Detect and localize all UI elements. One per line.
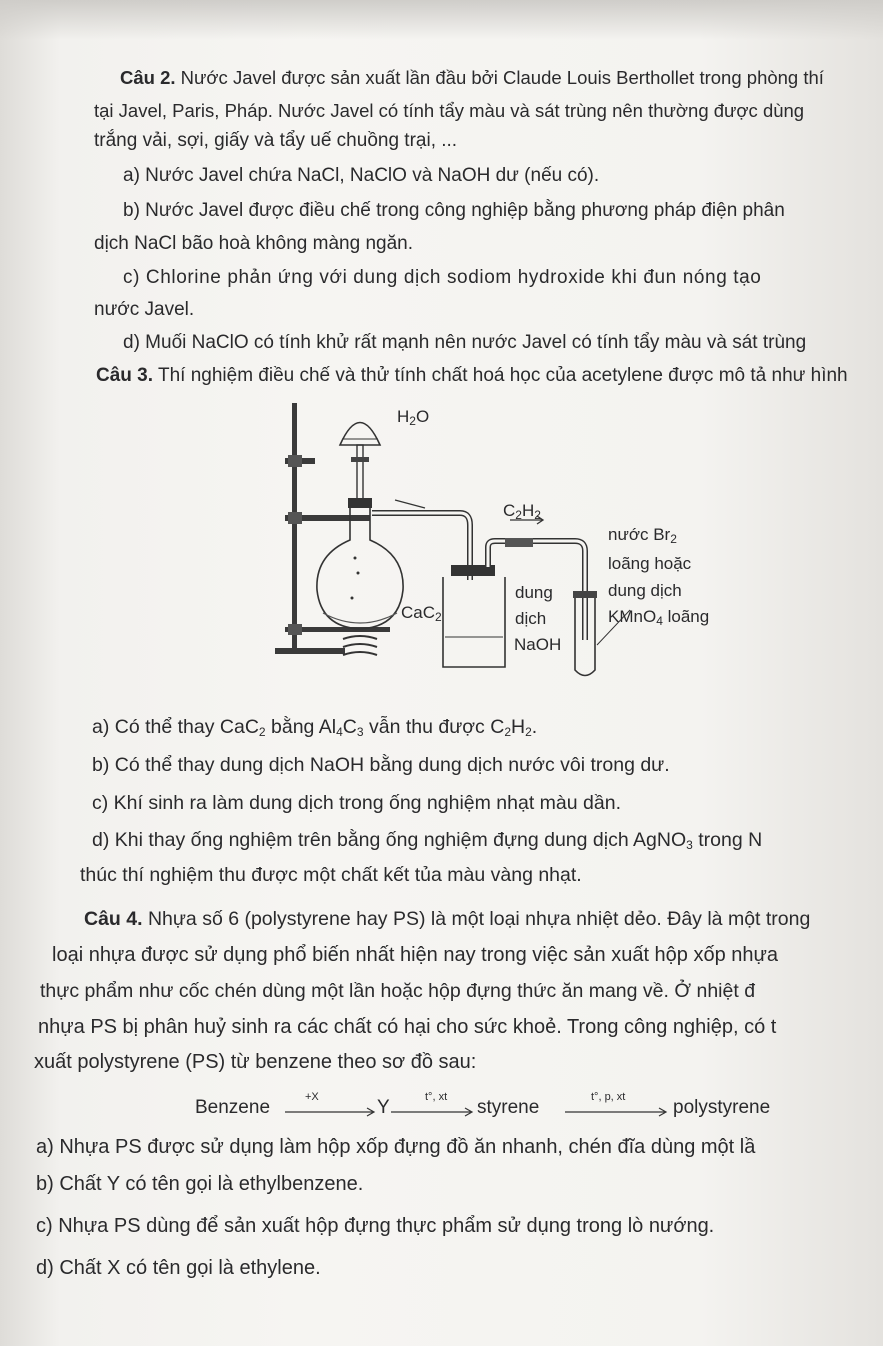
q3-line (96, 364, 848, 388)
burner-coils (343, 636, 377, 655)
label-br-2: loãng hoặc (608, 554, 692, 573)
q3-option-c: c) Khí sinh ra làm dung dịch trong ống nghiệm nhạt màu dần. (92, 792, 621, 814)
q4-line-4: nhựa PS bị phân huỷ sinh ra các chất có hại cho sức khoẻ. Trong công nghiệp, có t (38, 1016, 777, 1038)
q4-option-d: d) Chất X có tên gọi là ethylene. (36, 1257, 321, 1279)
q3-text: Thí nghiệm điều chế và thử tính chất hoá học của acetylene được mô tả như hình (157, 365, 848, 386)
label-naoh-3: NaOH (514, 635, 562, 654)
q2-option-b-1: b) Nước Javel được điều chế trong công nghiệp bằng phương pháp điện phân (123, 200, 785, 221)
tube-connector (505, 538, 533, 547)
funnel-bulb (340, 423, 380, 446)
q4-line-5: xuất polystyrene (PS) từ benzene theo sơ đồ sau: (34, 1051, 477, 1073)
q4-option-c: c) Nhựa PS dùng để sản xuất hộp đựng thực phẩm sử dụng trong lò nướng. (36, 1215, 715, 1237)
q3-option-b: b) Có thể thay dung dịch NaOH bằng dung dịch nước vôi trong dư. (92, 754, 670, 776)
q4-text-1: Nhựa số 6 (polystyrene hay PS) là một loại nhựa nhiệt dẻo. Đây là một trong (147, 908, 811, 930)
q4-title: Câu 4. (84, 908, 143, 930)
q4-line-3: thực phẩm như cốc chén dùng một lần hoặc hộp đựng thức ăn mang về. Ở nhiệt đ (40, 980, 756, 1002)
label-cac2: CaC$_2$ (401, 603, 442, 624)
q2-option-b-2: dịch NaCl bão hoà không màng ngăn. (94, 233, 414, 254)
label-br-4: KMnO$_4$ loãng (608, 607, 710, 628)
flow-arrow-1 (395, 500, 425, 508)
label-h2o: $H_2O$ (397, 407, 430, 428)
funnel-stopcock (351, 457, 369, 462)
q2-line-3: trắng vải, sợi, giấy và tẩy uế chuồng trại, ... (94, 130, 458, 151)
label-naoh-1: dung (515, 583, 553, 602)
label-c2h2: $C_2H_2$ (503, 501, 541, 522)
flask-stopper (348, 498, 372, 508)
label-br-1: nước $Br_2$ (608, 525, 677, 546)
test-tube-holder (573, 591, 597, 598)
scheme-styrene: styrene (477, 1097, 540, 1118)
q2-line-1 (120, 66, 824, 90)
q2-option-a: a) Nước Javel chứa NaCl, NaClO và NaOH dư (nếu có). (123, 165, 600, 186)
clamp-knob-3 (288, 624, 302, 635)
reaction-scheme (195, 1091, 815, 1125)
q2-option-c-1: c) Chlorine phản ứng với dung dịch sodiom hydroxide khi đun nóng tạo (123, 267, 762, 288)
q4-option-b: b) Chất Y có tên gọi là ethylbenzene. (36, 1173, 364, 1195)
clamp-knob-2 (288, 512, 302, 524)
q3-option-d-2: thúc thí nghiệm thu được một chất kết tủa màu vàng nhạt. (80, 864, 582, 886)
clamp-knob-1 (288, 455, 302, 467)
q4-line-1 (84, 907, 810, 931)
round-flask (317, 508, 403, 629)
q3-title: Câu 3. (96, 365, 154, 386)
scheme-arrows (195, 1091, 815, 1125)
arrow-1 (285, 1108, 374, 1116)
arrow-3 (565, 1108, 666, 1116)
q3-option-a: a) Có thể thay CaC$_2$ bằng $Al_4C_3$ vẫn thu được $C_2H_2$. (92, 716, 538, 739)
scheme-arrow1-label: +X (305, 1091, 319, 1103)
stand-rod (292, 403, 297, 648)
funnel-stem (357, 445, 363, 500)
q2-text-1: Nước Javel được sản xuất lần đầu bởi Claude Louis Berthollet trong phòng thí (180, 67, 824, 88)
q4-line-2: loại nhựa được sử dụng phổ biến nhất hiện nay trong việc sản xuất hộp xốp nhựa (52, 944, 779, 966)
q2-option-c-2: nước Javel. (94, 299, 195, 320)
scheme-arrow3-label: t°, p, xt (591, 1091, 626, 1103)
q2-line-2: tại Javel, Paris, Pháp. Nước Javel có tính tẩy màu và sát trùng nên thường được dùng (94, 100, 805, 121)
page-shadow (0, 0, 883, 40)
stand-base (275, 648, 345, 654)
scheme-arrow2-label: t°, xt (425, 1091, 448, 1103)
label-br-3: dung dịch (608, 581, 682, 600)
q3-option-d-1: d) Khi thay ống nghiệm trên bằng ống nghiệm đựng dung dịch AgNO$_3$ trong N (92, 829, 763, 852)
acetylene-apparatus-diagram (255, 395, 735, 690)
scheme-polystyrene: polystyrene (673, 1097, 771, 1118)
scheme-benzene: Benzene (195, 1097, 271, 1118)
q2-option-d: d) Muối NaClO có tính khử rất mạnh nên nước Javel có tính tẩy màu và sát trùng (123, 332, 807, 353)
arrow-2 (391, 1108, 472, 1116)
scheme-y: Y (377, 1097, 390, 1118)
q4-option-a: a) Nhựa PS được sử dụng làm hộp xốp đựng đồ ăn nhanh, chén đĩa dùng một lầ (36, 1136, 756, 1158)
q2-title: Câu 2. (120, 67, 176, 88)
label-naoh-2: dịch (515, 609, 547, 628)
wash-bottle (443, 577, 505, 667)
